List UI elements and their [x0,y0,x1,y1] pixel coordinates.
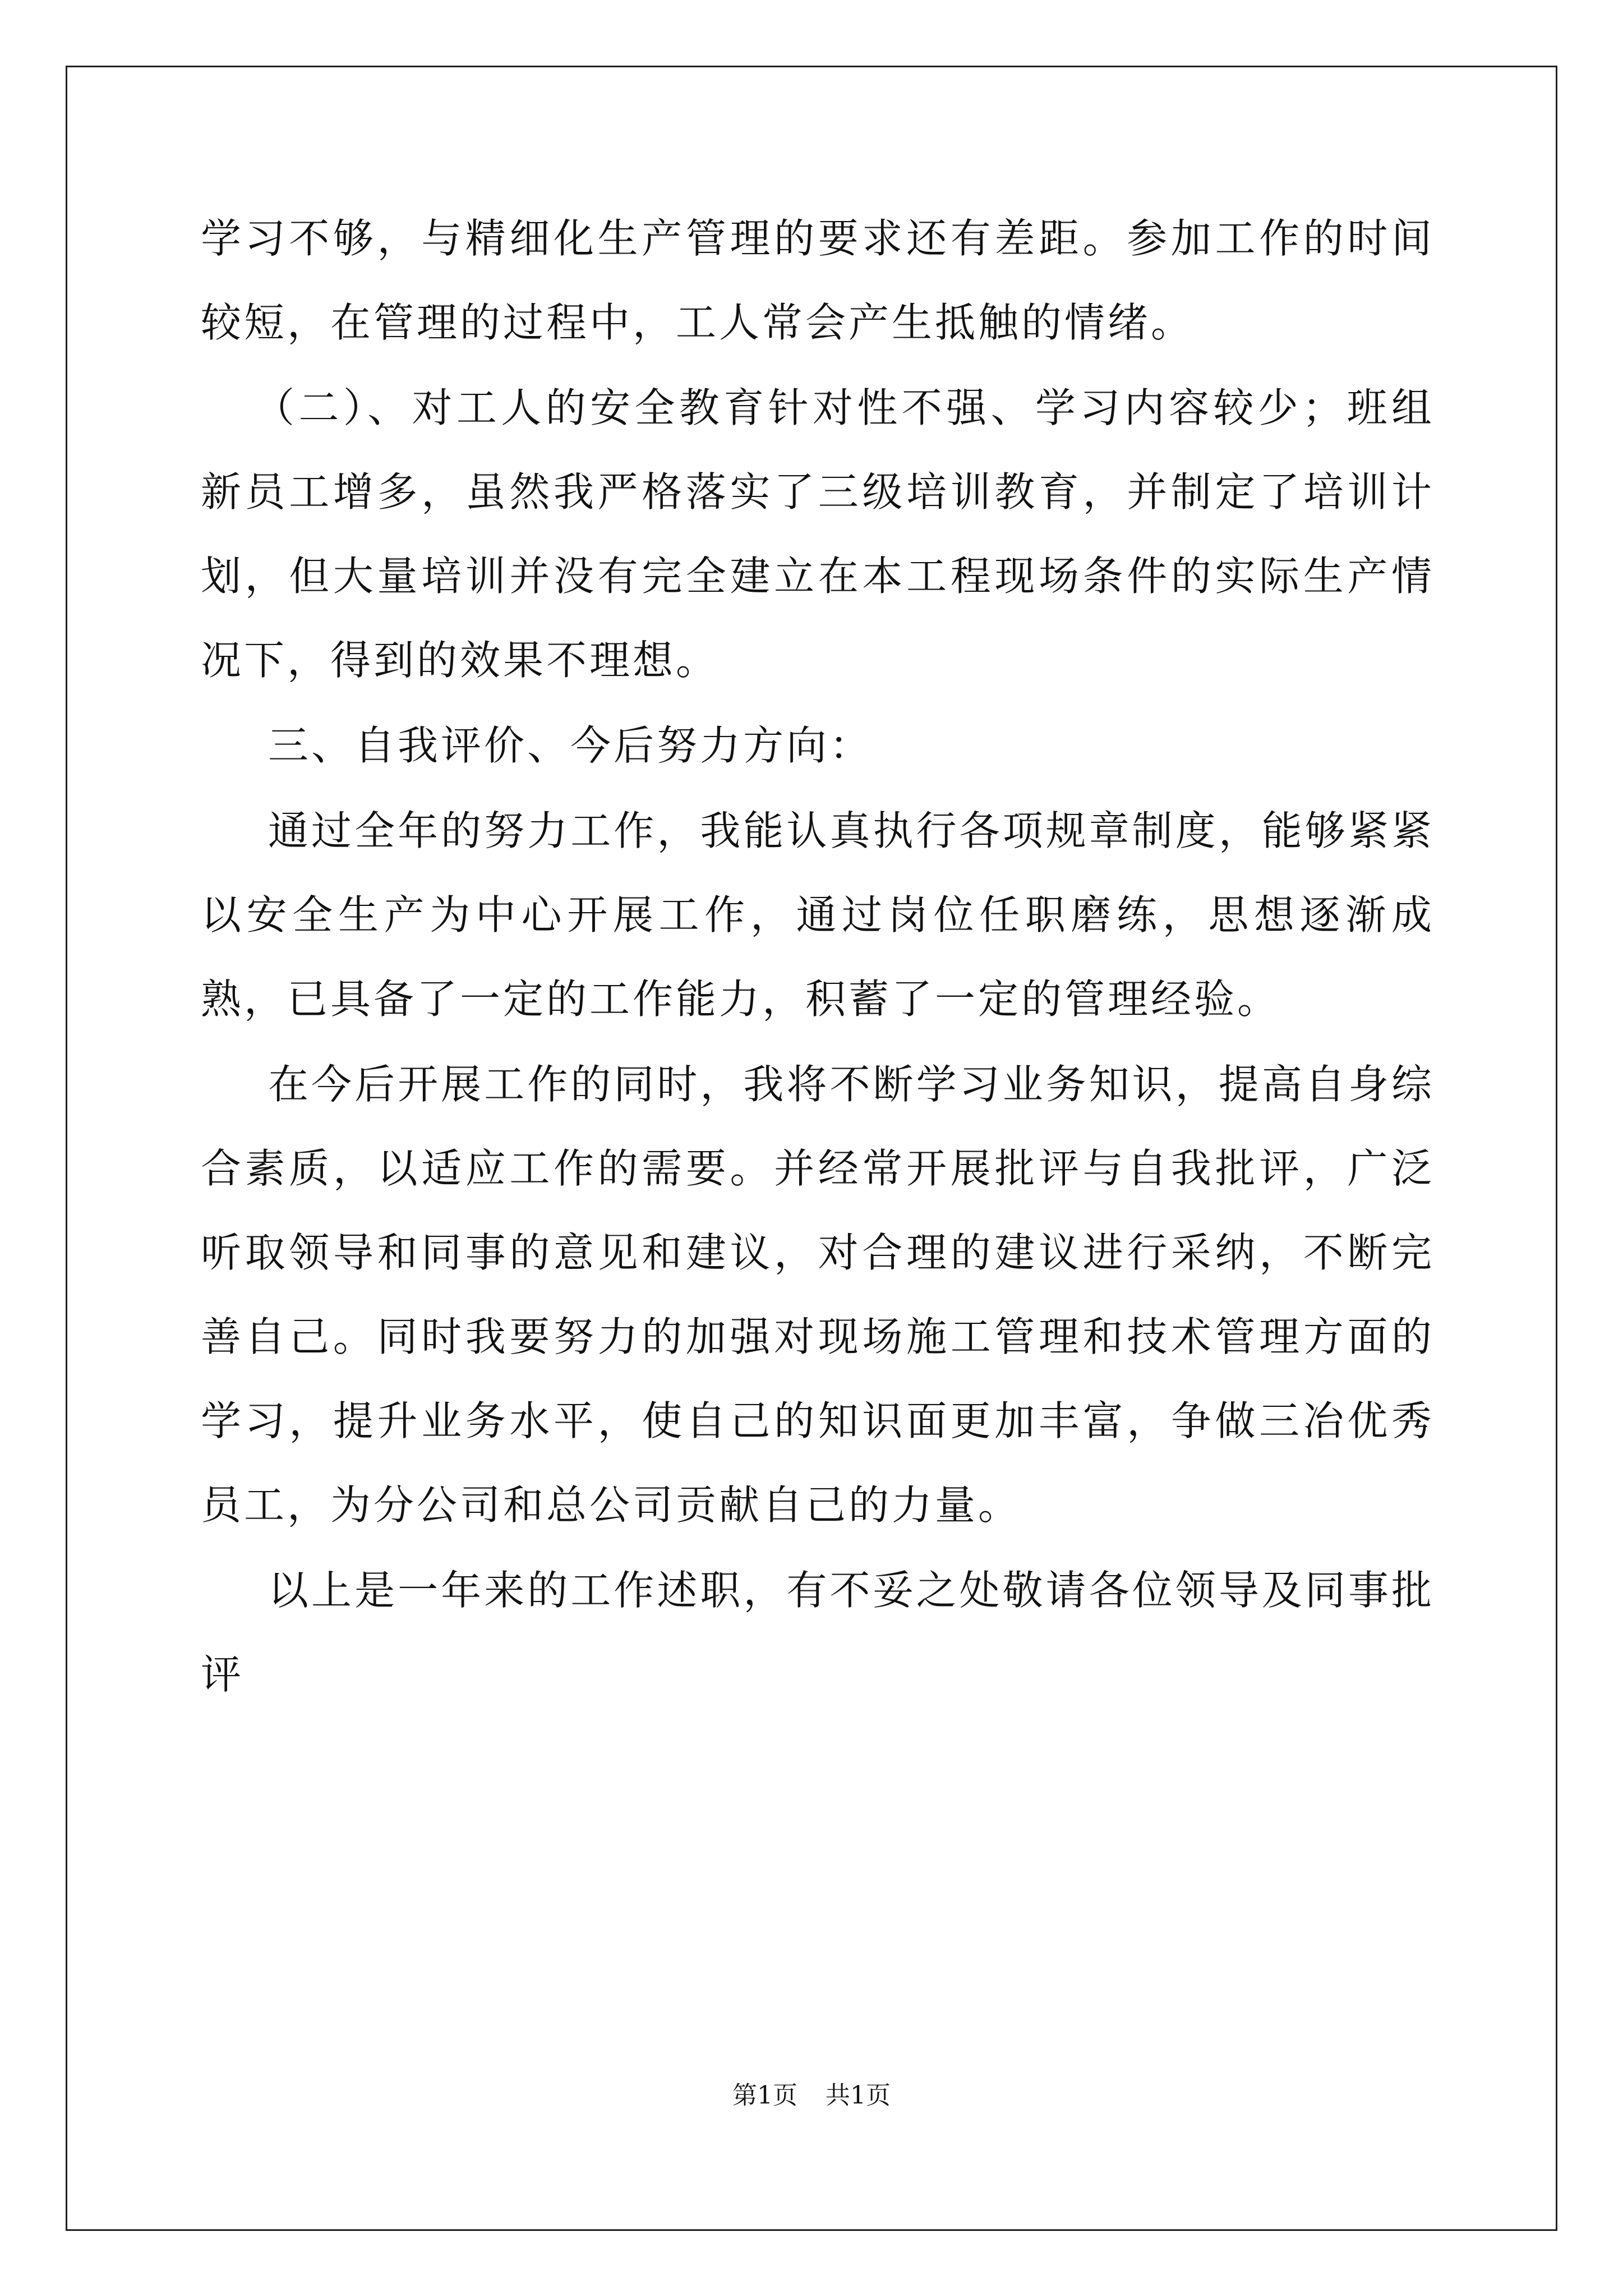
paragraph-5: 在今后开展工作的同时，我将不断学习业务知识，提高自身综合素质，以适应工作的需要。并经常开展批评与自我批评，广泛听取领导和同事的意见和建议，对合理的建议进行采纳，不断完善自己。同时我要努力的加强对现场施工管理和技术管理方面的学习，提升业务水平，使自己的知识面更加丰富，争做三冶优秀员工，为分公司和总公司贡献自己的力量。 [201,1061,1435,1529]
paragraph-6: 以上是一年来的工作述职，有不妥之处敬请各位领导及同事批评 [201,1567,1435,1698]
page-total: 共1页 [826,2081,891,2110]
page-footer [0,2079,1623,2113]
page-number: 第1页 [732,2081,797,2110]
paragraph-1: 学习不够，与精细化生产管理的要求还有差距。参加工作的时间较短，在管理的过程中，工人常会产生抵触的情绪。 [201,215,1435,346]
paragraph-4: 通过全年的努力工作，我能认真执行各项规章制度，能够紧紧以安全生产为中心开展工作，通过岗位任职磨练，思想逐渐成熟，已具备了一定的工作能力，积蓄了一定的管理经验。 [201,807,1435,1023]
paragraph-2: （二）、对工人的安全教育针对性不强、学习内容较少；班组新员工增多，虽然我严格落实了三级培训教育，并制定了培训计划，但大量培训并没有完全建立在本工程现场条件的实际生产情况下，得到的效果不理想。 [201,384,1435,684]
section-heading: 三、自我评价、今后努力方向： [268,722,873,769]
document-body [201,196,1435,1718]
